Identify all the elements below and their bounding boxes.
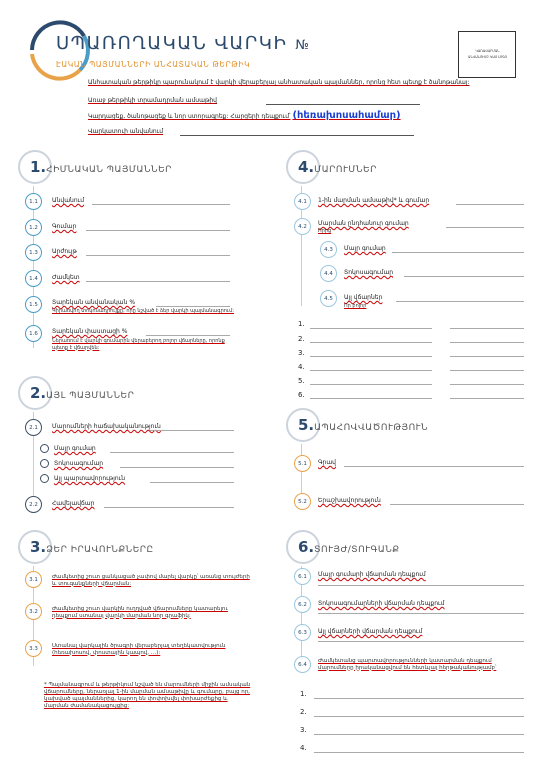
option-label-principal: Մայր գումար — [54, 445, 96, 452]
fee-name-fill-line[interactable] — [310, 384, 432, 385]
field-label-currency: Արժույթ — [52, 248, 77, 255]
numbered-row: 1. — [300, 690, 307, 698]
section-5-header: 5.ԱՊԱՀՈՎՎԱԾՈՒԹՅՈՒՆ — [298, 416, 429, 434]
penalty-principal-fill-line[interactable] — [318, 585, 524, 586]
item-badge: 2.2 — [25, 496, 42, 513]
item-badge: 6.1 — [294, 568, 311, 585]
interest-option-fill-line[interactable] — [120, 467, 234, 468]
fee-amount-fill-line[interactable] — [450, 398, 524, 399]
name-fill-line[interactable] — [92, 204, 230, 205]
nominal-rate-note: Կիրառվող տոկոսադրույքը, որը նշված է ձեր վարկի պայմանագրում: — [52, 308, 234, 314]
fee-amount-fill-line[interactable] — [450, 342, 524, 343]
collateral-fill-line[interactable] — [344, 466, 524, 467]
fee-amount-fill-line[interactable] — [450, 328, 524, 329]
overdue-order-text: Ժամկետանց պարտավորությունների կատարման դեպքում մարումները իրականացվում են հետևյալ հերթականությամբ՝ — [318, 658, 497, 671]
option-radio[interactable] — [40, 474, 49, 483]
field-label-name: Անվանում — [52, 197, 85, 204]
numbered-row: 1. — [298, 320, 305, 328]
field-label-guarantee: Երաշխավորություն — [318, 497, 381, 504]
option-label-other: Այլ պարտավորություն — [54, 475, 126, 482]
item-badge: 2.1 — [25, 419, 42, 436]
section-3-header: 3.ՁԵՐ ԻՐԱՎՈՒՆՔՆԵՐԸ — [30, 538, 154, 556]
item-badge: 6.4 — [294, 656, 311, 673]
field-label-total-repayment: Մարման ընդհանուր գումար — [318, 220, 409, 227]
order-fill-line[interactable] — [314, 734, 524, 735]
section-4-header: 4.ՄԱՐՈՒՄՆԵՐ — [298, 158, 377, 176]
section-2-header: 2.ԱՅԼ ՊԱՅՄԱՆՆԵՐ — [30, 384, 135, 402]
date-fill-line[interactable] — [266, 104, 420, 105]
document-subtitle: ԷԱԿԱՆ ՊԱՅՄԱՆՆԵՐԻ ԱՆՀԱՏԱԿԱՆ ԹԵՐԹԻԿ — [56, 60, 251, 69]
item-badge: 4.1 — [294, 193, 311, 210]
principal-option-fill-line[interactable] — [110, 452, 234, 453]
amount-fill-line[interactable] — [86, 230, 230, 231]
field-label-repayment-frequency: Մարումների հաճախականություն — [52, 423, 161, 430]
field-label-first-payment: 1-ին մարման ամսաթիվ* և գումար — [318, 197, 430, 204]
field-label-surcharge: Հավելավճար — [52, 500, 95, 507]
stamp-line-2: ԱՆՎԱՆՈՒՄԸ ԿԱՄ ԼՈԳՈ — [468, 55, 507, 59]
item-badge: 3.1 — [25, 571, 42, 588]
option-label-interest: Տոկոսագումար — [54, 460, 104, 467]
field-label-interest: Տոկոսագումար — [344, 269, 394, 276]
field-label-effective-rate: Տարեկան փաստացի % — [52, 328, 128, 335]
field-label-penalty-interest: Տոկոսագումարների վճարման դեպքում — [318, 600, 445, 607]
intro-line-4: Վարկատուի անվանում — [88, 128, 164, 135]
field-label-principal: Մայր գումար — [344, 245, 386, 252]
numbered-row: 2. — [300, 708, 307, 716]
penalty-interest-fill-line[interactable] — [318, 613, 524, 614]
item-badge: 3.3 — [25, 640, 42, 657]
fee-name-fill-line[interactable] — [310, 356, 432, 357]
penalty-other-fill-line[interactable] — [318, 641, 524, 642]
intro-line-1: Անհատական թերթիկը պարունակում է վարկի վերաբերյալ անհատական պայմաններ, որոնց հետ պետք է ծանոթանալ: — [88, 79, 470, 86]
item-badge: 6.2 — [294, 596, 311, 613]
numbered-row: 3. — [300, 726, 307, 734]
intro-line-2: Առաջ թերթիկի տրամադրման ամսաթիվ — [88, 97, 217, 104]
fee-name-fill-line[interactable] — [310, 342, 432, 343]
nominal-rate-fill-line[interactable] — [156, 306, 230, 307]
fee-amount-fill-line[interactable] — [450, 370, 524, 371]
item-badge: 1.6 — [25, 325, 42, 342]
surcharge-fill-line[interactable] — [104, 507, 234, 508]
item-badge: 4.2 — [294, 218, 311, 235]
field-label-collateral: Գրավ — [318, 459, 336, 466]
numbered-row: 3. — [298, 349, 305, 357]
numbered-row: 2. — [298, 335, 305, 343]
item-badge: 6.3 — [294, 624, 311, 641]
term-fill-line[interactable] — [86, 281, 230, 282]
right-information: Ստանալ վարկային ծրագրի վերաբերյալ տեղեկատվություն (հեռախոսով, փոստային կապով, …): — [52, 643, 226, 656]
numbered-row: 4. — [300, 744, 307, 752]
item-badge: 1.3 — [25, 244, 42, 261]
other-fees-sub: Որ բոլոր — [344, 303, 367, 309]
fee-name-fill-line[interactable] — [310, 328, 432, 329]
order-fill-line[interactable] — [314, 752, 524, 753]
field-label-penalty-principal: Մայր գումարի վճարման դեպքում — [318, 571, 426, 578]
principal-fill-line[interactable] — [392, 252, 524, 253]
other-option-fill-line[interactable] — [150, 482, 234, 483]
lender-name-fill-line[interactable] — [180, 135, 414, 136]
fee-amount-fill-line[interactable] — [450, 384, 524, 385]
numbered-row: 5. — [298, 377, 305, 385]
lender-logo-placeholder — [458, 31, 516, 78]
stamp-line-1: ԿԱՌԱՎԱՐՄԱՆ — [475, 49, 500, 53]
order-fill-line[interactable] — [314, 716, 524, 717]
item-badge: 4.4 — [320, 265, 337, 282]
item-badge: 5.2 — [294, 493, 311, 510]
field-label-term: Ժամկետ — [52, 274, 80, 281]
option-radio[interactable] — [40, 444, 49, 453]
other-fees-fill-line[interactable] — [396, 301, 524, 302]
item-badge: 4.3 — [320, 241, 337, 258]
guarantee-fill-line[interactable] — [390, 504, 524, 505]
order-fill-line[interactable] — [314, 698, 524, 699]
right-new-schedule: Ժամկետից շուտ վարկին ուղղված վճարումները կատարելու դեպքում ստանալ վարկի մարման նոր գրաֆիկ: — [52, 606, 228, 619]
title-number-sign: № — [295, 38, 311, 53]
right-early-repayment: Ժամկետից շուտ ցանկացած չափով մարել վարկը՝ առանց տույժերի և տուգանքների վճարման: — [52, 574, 250, 587]
item-badge: 3.2 — [25, 603, 42, 620]
field-label-amount: Գումար — [52, 223, 77, 230]
repayment-frequency-fill-line[interactable] — [150, 430, 234, 431]
total-repayment-fill-line[interactable] — [446, 227, 524, 228]
field-label-penalty-other: Այլ վճարների վճարման դեպքում — [318, 628, 423, 635]
item-badge: 5.1 — [294, 455, 311, 472]
fee-amount-fill-line[interactable] — [450, 356, 524, 357]
section-1-connector — [33, 186, 34, 348]
fee-name-fill-line[interactable] — [310, 398, 432, 399]
item-badge: 1.4 — [25, 270, 42, 287]
effective-rate-note: Ներառում է վարկի գումարին վերաբերող բոլոր վճարները, որոնք պետք է վճարվեն: — [52, 338, 225, 351]
footnote: * Պայմանագրում և թերթիկում նշված են մարումների միջին ամսական վճարումները, ներառյալ 1-ին մարման ամսաթիվը և գումարը, բայց որ, կախված պայմաններից, կարող են փոփոխվել փոխարժեքից և մարման ժամանակացույցից: — [44, 682, 251, 709]
effective-rate-fill-line[interactable] — [146, 335, 230, 336]
numbered-row: 6. — [298, 391, 305, 399]
title-text: ՍՊԱՌՈՂԱԿԱՆ ՎԱՐԿԻ — [56, 33, 288, 54]
numbered-row: 4. — [298, 363, 305, 371]
total-repayment-sub: Որից — [318, 228, 332, 234]
document-title — [56, 33, 310, 54]
section-1-header: 1.ՀԻՄՆԱԿԱՆ ՊԱՅՄԱՆՆԵՐ — [30, 158, 172, 176]
currency-fill-line[interactable] — [86, 255, 230, 256]
item-badge: 1.2 — [25, 219, 42, 236]
intro-line-3: Կարդացեք, ծանոթացեք և նոր ստորագրեք: Հարցերի դեպքում՝ (հեռախոսահամար) — [88, 110, 401, 121]
item-badge: 1.5 — [25, 296, 42, 313]
interest-fill-line[interactable] — [404, 276, 524, 277]
field-label-other-fees: Այլ վճարներ — [344, 294, 383, 301]
phone-link[interactable]: (հեռախոսահամար) — [292, 110, 401, 121]
first-payment-fill-line[interactable] — [456, 204, 524, 205]
field-label-nominal-rate: Տարեկան անվանական % — [52, 299, 136, 306]
fee-name-fill-line[interactable] — [310, 370, 432, 371]
section-6-header: 6.ՏՈՒՅԺ/ՏՈՒԳԱՆՔ — [298, 538, 400, 556]
item-badge: 1.1 — [25, 193, 42, 210]
item-badge: 4.5 — [320, 290, 337, 307]
option-radio[interactable] — [40, 459, 49, 468]
